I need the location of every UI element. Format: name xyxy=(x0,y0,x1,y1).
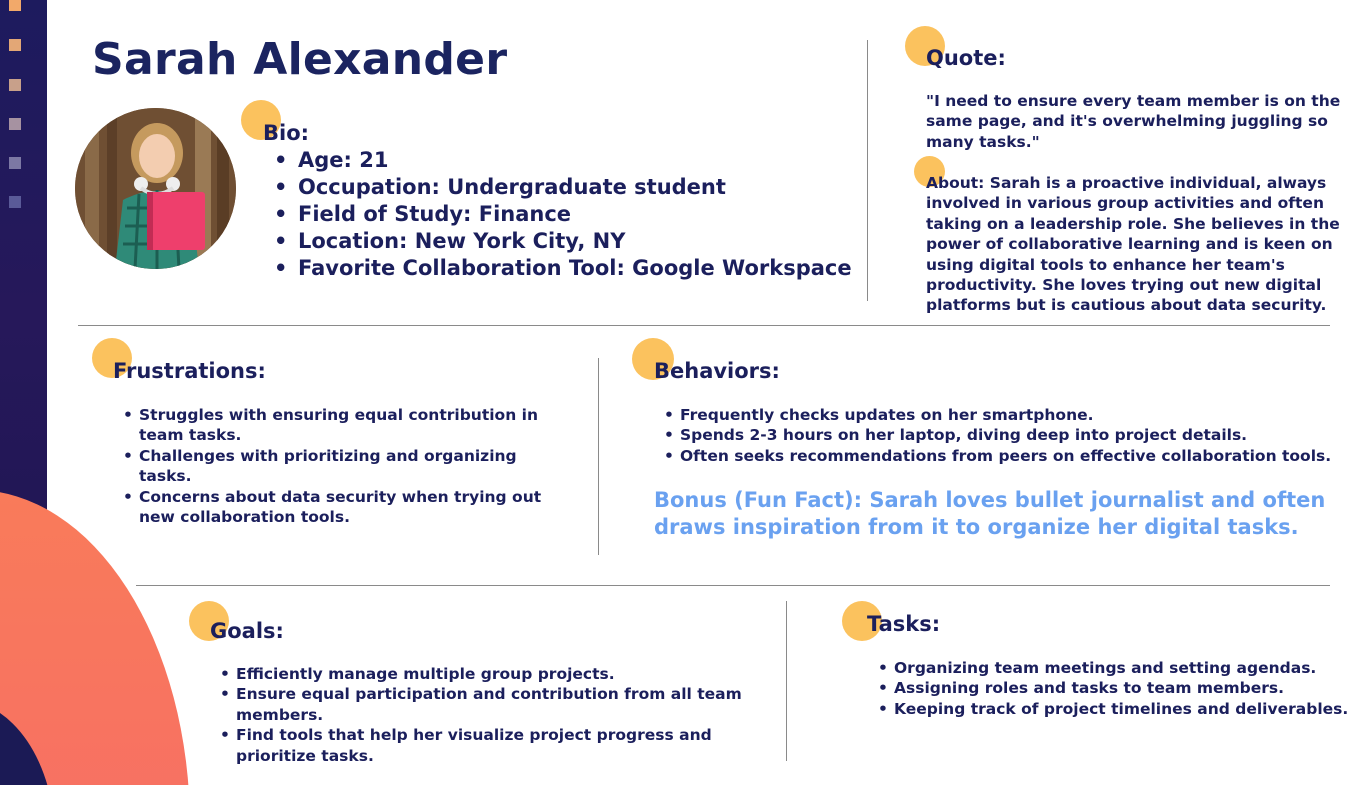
list-item: • Often seeks recommendations from peers on effective collaboration tools. xyxy=(662,446,1352,466)
bonus-fun-fact: Bonus (Fun Fact): Sarah loves bullet journalist and often draws inspiration from it to organize her digital tasks. xyxy=(654,488,1326,539)
quote-text: "I need to ensure every team member is on the same page, and it's overwhelming juggling so many tasks." xyxy=(926,92,1341,151)
list-item: • Challenges with prioritizing and organizing tasks. xyxy=(121,446,561,487)
tasks-heading: Tasks: xyxy=(867,612,941,636)
divider-vertical xyxy=(598,358,599,555)
list-item: • Efficiently manage multiple group projects. xyxy=(218,664,763,684)
square-decoration xyxy=(9,79,21,91)
list-item: • Concerns about data security when trying out new collaboration tools. xyxy=(121,487,561,528)
tasks-list xyxy=(876,658,1356,719)
frustrations-list xyxy=(121,405,561,527)
bio-item-location: • Location: New York City, NY xyxy=(274,228,852,255)
bio-item-occupation: • Occupation: Undergraduate student xyxy=(274,174,852,201)
square-decoration xyxy=(9,157,21,169)
frustrations-heading: Frustrations: xyxy=(113,359,266,383)
divider-vertical xyxy=(867,40,868,301)
list-item: • Frequently checks updates on her smartphone. xyxy=(662,405,1352,425)
behaviors-list xyxy=(662,405,1352,466)
list-item: • Organizing team meetings and setting agendas. xyxy=(876,658,1356,678)
square-decoration xyxy=(9,118,21,130)
orange-blob-decoration xyxy=(0,490,190,785)
behaviors-heading: Behaviors: xyxy=(654,359,780,383)
bio-heading: Bio: xyxy=(263,121,310,145)
bio-item-age: • Age: 21 xyxy=(274,147,852,174)
about-text: About: Sarah is a proactive individual, always involved in various group activities and often taking on a leadership role. She believes in the power of collaborative learning and is keen on using digital tools to enhance her team's productivity. She loves trying out new digital platforms but is cautious about data security. xyxy=(926,174,1340,315)
quote-heading: Quote: xyxy=(926,46,1006,70)
square-decoration xyxy=(9,0,21,11)
student-photo-icon xyxy=(75,108,236,269)
dark-corner-decoration xyxy=(0,700,55,785)
bio-item-tool: • Favorite Collaboration Tool: Google Workspace xyxy=(274,255,852,282)
square-decoration xyxy=(9,39,21,51)
bio-item-field: • Field of Study: Finance xyxy=(274,201,852,228)
persona-name: Sarah Alexander xyxy=(92,34,508,85)
list-item: • Struggles with ensuring equal contribution in team tasks. xyxy=(121,405,561,446)
list-item: • Keeping track of project timelines and deliverables. xyxy=(876,699,1356,719)
divider-horizontal xyxy=(136,585,1330,586)
divider-horizontal xyxy=(78,325,1330,326)
list-item: • Find tools that help her visualize project progress and prioritize tasks. xyxy=(218,725,763,766)
divider-vertical xyxy=(786,601,787,761)
goals-heading: Goals: xyxy=(210,619,284,643)
bio-list xyxy=(274,147,852,282)
list-item: • Assigning roles and tasks to team members. xyxy=(876,678,1356,698)
list-item: • Ensure equal participation and contribution from all team members. xyxy=(218,684,763,725)
goals-list xyxy=(218,664,763,766)
list-item: • Spends 2-3 hours on her laptop, diving deep into project details. xyxy=(662,425,1352,445)
square-decoration xyxy=(9,196,21,208)
avatar xyxy=(75,108,236,269)
